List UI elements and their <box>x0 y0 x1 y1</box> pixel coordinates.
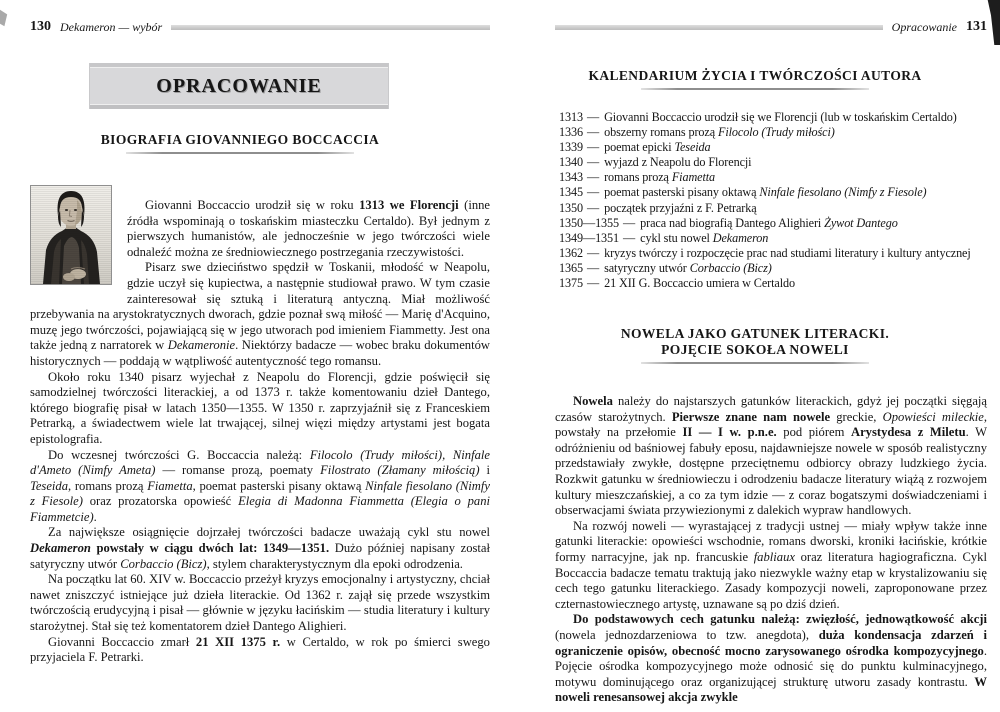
timeline-entry <box>559 231 989 246</box>
timeline <box>559 110 989 291</box>
right-running-head <box>555 20 987 34</box>
right-page <box>555 18 987 705</box>
timeline-text: kryzys twórczy i rozpoczęcie prac nad studiami literatury i kultury antycznej <box>604 245 971 260</box>
timeline-entry <box>559 261 989 276</box>
timeline-dash: — <box>586 245 600 260</box>
banner-label: OPRACOWANIE <box>156 74 322 97</box>
timeline-year: 1340 <box>559 155 583 170</box>
timeline-text: obszerny romans prozą Filocolo (Trudy miłości) <box>604 125 835 140</box>
timeline-dash: — <box>586 170 600 185</box>
portrait-engraving <box>31 186 111 284</box>
scan-smudge-left <box>0 9 8 27</box>
timeline-year: 1349—1351 <box>559 230 620 245</box>
paragraph: Nowela należy do najstarszych gatunków literackich, gdyż jej początki sięgają czasów starożytnych. Pierwsze znane nam nowele greckie, Opowieści mileckie, powstały na przełomie II — I w. p.n.e. pod piórem Arystydesa z Miletu. W odróżnieniu od baśniowej fabuły eposu, najdawniejsze nowele w sposób realistyczny przedstawiały zwykłe, dostępne przeciętnemu odbiorcy obrazy ludzkiego życia. Rozkwit gatunku w średniowieczu i odrodzeniu badacze literatury wiążą z rozwojem kultury mieszczańskiej, a co za tym idzie — z coraz bogatszymi doświadczeniami i obserwacjami świata przywiezionymi z dalekich wypraw handlowych. <box>555 394 987 518</box>
timeline-text: Giovanni Boccaccio urodził się we Florencji (lub w toskańskim Certaldo) <box>604 110 957 124</box>
paragraph: Na rozwój noweli — wyrastającej z tradycji ustnej — miały wpływ także inne gatunki literackie: opowieści wschodnie, romans dworski, kroniki łacińskie, krótkie formy narracyjne, jak np. francuskie fabliaux oraz literatura hagiograficzna. Cykl Boccaccia badacze tematu traktują jako niezwykle ważny etap w krystalizowaniu się cech tego gatunku literackiego. Zasady kompozycji noweli, zaproponowane przez czternastowiecznego artystę, uznawane są po dziś dzień. <box>555 518 987 611</box>
paragraph: Giovanni Boccaccio urodził się w roku 1313 we Florencji (inne źródła wspominają o toskańskim miasteczku Certaldo). Był jednym z pierwszych humanistów, ale jednocześnie w jego twórczości wiele odnaleźć można ze średniowiecznego postrzegania rzeczywistości. <box>127 198 491 259</box>
paragraph: Do podstawowych cech gatunku należą: zwięzłość, jednowątkowość akcji (nowela jednozdarzeniowa to tzw. anegdota), duża kondensacja zdarzeń i ograniczenie opisów, obecność mocno zarysowanego ośrodka kompozycyjnego. Pojęcie ośrodka kompozycyjnego może odnosić się do punktu kulminacyjnego, motywu dominującego oraz organizującej strukturę utworu zasady kontrastu. W noweli renesansowej akcja zwykle <box>555 612 987 705</box>
opracowanie-banner <box>89 63 389 109</box>
timeline-dash: — <box>623 215 636 230</box>
timeline-text: cykl stu nowel Dekameron <box>640 230 769 245</box>
page-number-left: 130 <box>30 19 51 34</box>
paragraph: Na początku lat 60. XIV w. Boccaccio przeżył kryzys emocjonalny i artystyczny, chciał nawet zniszczyć istniejące już dzieła literackie. Od 1362 r. zajął się przede wszystkim twórczością erudycyjną i pisał — głównie w języku łacińskim — studia literatury i kultury starożytnej. Stał się też komentatorem dzieł Dantego Alighieri. <box>30 572 490 634</box>
timeline-entry <box>559 216 989 231</box>
timeline-dash: — <box>623 230 636 245</box>
timeline-year: 1339 <box>559 140 583 155</box>
left-running-head <box>30 20 490 34</box>
timeline-text: wyjazd z Neapolu do Florencji <box>604 155 752 170</box>
timeline-entry <box>559 110 989 125</box>
timeline-year: 1362 <box>559 245 583 260</box>
timeline-entry <box>559 276 989 291</box>
timeline-dash: — <box>586 276 600 291</box>
timeline-text: romans prozą Fiametta <box>604 170 716 185</box>
timeline-dash: — <box>586 200 600 215</box>
timeline-year: 1345 <box>559 185 583 200</box>
left-page <box>30 18 490 698</box>
kalendarium-heading <box>539 68 971 90</box>
page-number-right: 131 <box>966 19 987 34</box>
timeline-year: 1336 <box>559 125 583 140</box>
paragraph: Pisarz swe dzieciństwo spędził w Toskanii, młodość w Neapolu, gdzie uczył się kupiectwa, a następnie studiował prawo. W tym czasie zainteresował się sztuką i literaturą antyczną. Miał możliwość przebywania na arystokratycznych dworach, gdzie poznał swą miłość — Marię d'Acquino, muzę jego twórczości, pojawiającą się w jego utworach pod imieniem Fiammetty. Jest ona także jedną z narratorek w Dekameronie. Niektórzy badacze — wobec braku dokumentów historycznych — poddają w wątpliwość autentyczność tego romansu. <box>30 260 490 368</box>
timeline-text: 21 XII G. Boccaccio umiera w Certaldo <box>604 276 795 291</box>
nowela-heading <box>539 326 971 364</box>
timeline-entry <box>559 140 989 155</box>
timeline-text: początek przyjaźni z F. Petrarką <box>604 200 757 215</box>
timeline-entry <box>559 201 989 216</box>
timeline-dash: — <box>586 155 600 170</box>
timeline-year: 1350—1355 <box>559 215 620 230</box>
paragraph: Giovanni Boccaccio zmarł 21 XII 1375 r. w Certaldo, w rok po śmierci swego przyjaciela F. Petrarki. <box>30 634 490 665</box>
timeline-text: praca nad biografią Dantego Alighieri Żywot Dantego <box>640 215 898 230</box>
timeline-entry <box>559 246 989 261</box>
timeline-dash: — <box>586 140 600 155</box>
timeline-text: poemat epicki Teseida <box>604 140 711 155</box>
nowela-heading-line1: NOWELA JAKO GATUNEK LITERACKI. <box>620 326 890 341</box>
timeline-year: 1343 <box>559 170 583 185</box>
timeline-entry <box>559 185 989 200</box>
timeline-entry <box>559 155 989 170</box>
kalendarium-heading-title: KALENDARIUM ŻYCIA I TWÓRCZOŚCI AUTORA <box>588 68 922 83</box>
timeline-dash: — <box>586 110 600 124</box>
header-rule-left <box>171 25 490 30</box>
timeline-year: 1375 <box>559 276 583 291</box>
timeline-dash: — <box>586 125 600 140</box>
heading-rule <box>641 88 869 90</box>
timeline-text: satyryczny utwór Corbaccio (Bicz) <box>604 260 772 275</box>
nowela-heading-line2: POJĘCIE SOKOŁA NOWELI <box>661 342 849 357</box>
biografia-heading <box>10 132 470 154</box>
biografia-body <box>30 198 490 666</box>
paragraph: Za największe osiągnięcie dojrzałej twórczości badacze uważają cykl stu nowel Dekameron powstały w ciągu dwóch lat: 1349—1351. Dużo później napisany został satyryczny utwór Corbaccio (Bicz), stylem charakterystycznym dla epoki odrodzenia. <box>30 525 491 571</box>
paragraph: Około roku 1340 pisarz wyjechał z Neapolu do Florencji, gdzie poświęcił się samodzielnej twórczości literackiej, a od 1373 r. także komentowaniu dzieł Dantego, którego biografię pisał w latach 1350—1355. W 1350 r. zaprzyjaźnił się z Franceskiem Petrarką, a świadectwem wiele lat trwającej, silnej więzi między artystami jest bogata epistolografia. <box>30 369 490 446</box>
timeline-text: poemat pasterski pisany oktawą Ninfale fiesolano (Nimfy z Fiesole) <box>604 185 927 200</box>
timeline-dash: — <box>586 260 600 275</box>
heading-rule <box>126 152 354 154</box>
header-rule-right <box>555 25 883 30</box>
biografia-heading-title: BIOGRAFIA GIOVANNIEGO BOCCACCIA <box>100 132 380 147</box>
timeline-dash: — <box>586 185 600 200</box>
paragraph: Do wczesnej twórczości G. Boccaccia należą: Filocolo (Trudy miłości), Ninfale d'Ameto (Nimfy Ameta) — romanse prozą, poematy Filostrato (Złamany miłością) i Teseida, romans prozą Fiametta, poemat pasterski pisany oktawą Ninfale fiesolano (Nimfy z Fiesole) oraz prozatorska opowieść Elegia di Madonna Fiammetta (Elegia o pani Fiammetcie). <box>30 447 491 524</box>
boccaccio-portrait-image <box>30 185 112 285</box>
nowela-body <box>555 394 987 706</box>
timeline-entry <box>559 125 989 140</box>
timeline-year: 1350 <box>559 200 583 215</box>
heading-rule <box>641 362 869 364</box>
scan-mark-corner <box>985 0 1000 45</box>
running-title-right: Opracowanie <box>891 20 957 34</box>
timeline-entry <box>559 170 989 185</box>
timeline-year: 1365 <box>559 260 583 275</box>
timeline-year: 1313 <box>559 110 583 124</box>
running-title-left: Dekameron — wybór <box>60 20 163 34</box>
